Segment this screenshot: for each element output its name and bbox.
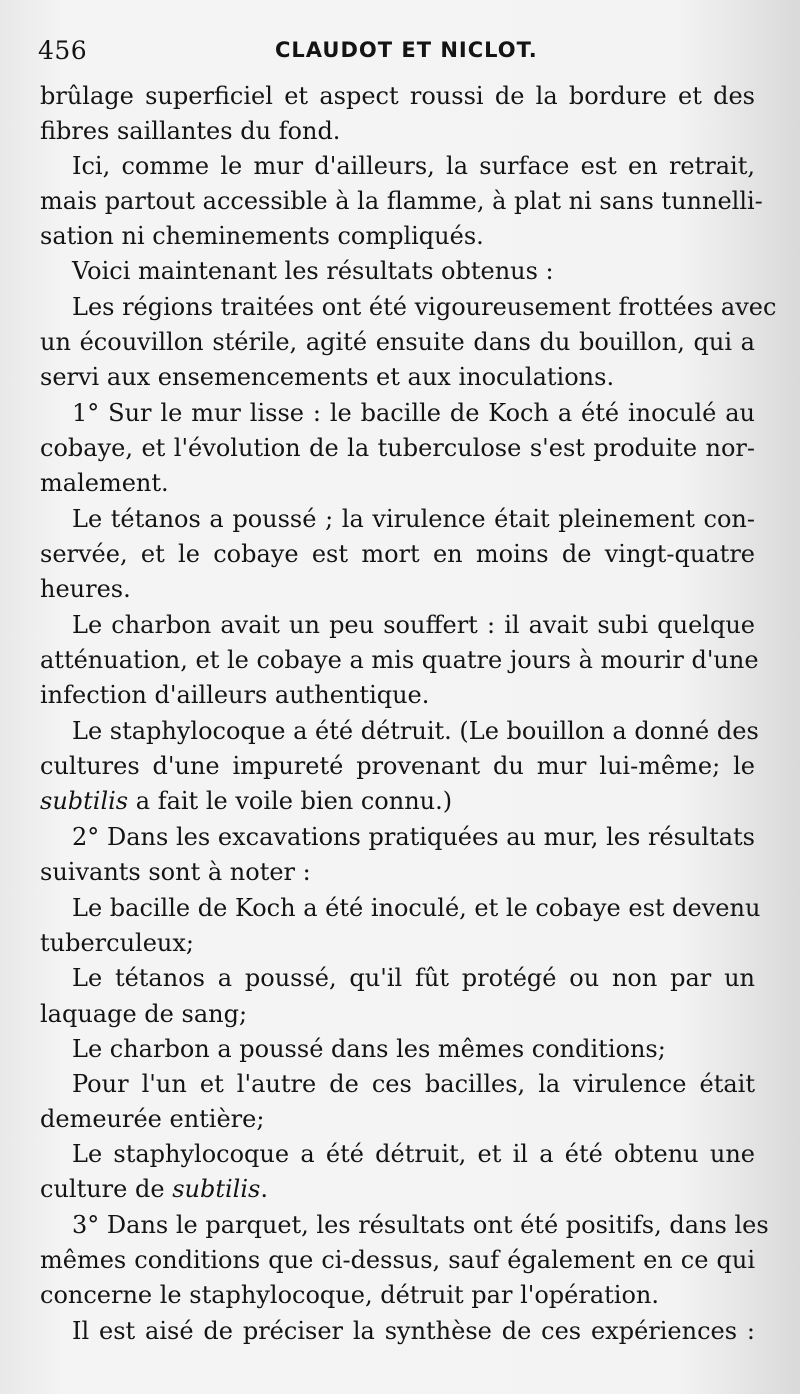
text-line: un écouvillon stérile, agité ensuite dans du bouillon, qui a xyxy=(40,328,755,356)
text-line: Ici, comme le mur d'ailleurs, la surface est en retrait, xyxy=(72,152,755,180)
text-line: Il est aisé de préciser la synthèse de ces expériences : xyxy=(72,1317,755,1345)
text-line: 2° Dans les excavations pratiquées au mur, les résultats xyxy=(72,823,755,851)
running-title: CLAUDOT ET NICLOT. xyxy=(275,38,538,62)
text-line: Le charbon avait un peu souffert : il avait subi quelque xyxy=(72,611,755,639)
text-line: 3° Dans le parquet, les résultats ont été positifs, dans les xyxy=(72,1211,769,1239)
text-line: subtilis a fait le voile bien connu.) xyxy=(40,787,453,815)
text-line: demeurée entière; xyxy=(40,1105,265,1133)
text-line: servi aux ensemencements et aux inoculations. xyxy=(40,363,615,391)
text-line: suivants sont à noter : xyxy=(40,858,311,886)
text-line: laquage de sang; xyxy=(40,1000,248,1028)
text-line: fibres saillantes du fond. xyxy=(40,117,341,145)
text-line: malement. xyxy=(40,469,169,497)
text-line: Le staphylocoque a été détruit. (Le bouillon a donné des xyxy=(72,717,759,745)
text-line: cultures d'une impureté provenant du mur lui-même; le xyxy=(40,752,755,780)
page-number: 456 xyxy=(38,36,88,65)
text-line: sation ni cheminements compliqués. xyxy=(40,222,484,250)
text-line: infection d'ailleurs authentique. xyxy=(40,681,430,709)
text-line: servée, et le cobaye est mort en moins de vingt-quatre xyxy=(40,540,755,568)
text-line: mêmes conditions que ci-dessus, sauf également en ce qui xyxy=(40,1246,755,1274)
text-line: brûlage superficiel et aspect roussi de la bordure et des xyxy=(40,82,755,110)
text-line: Le charbon a poussé dans les mêmes conditions; xyxy=(72,1035,666,1063)
text-line: Pour l'un et l'autre de ces bacilles, la virulence était xyxy=(72,1070,755,1098)
page-header xyxy=(0,32,800,72)
text-line: Les régions traitées ont été vigoureusement frottées avec xyxy=(72,293,777,321)
text-line: Le tétanos a poussé, qu'il fût protégé ou non par un xyxy=(72,964,755,992)
text-line: Le bacille de Koch a été inoculé, et le cobaye est devenu xyxy=(72,894,761,922)
text-line: mais partout accessible à la flamme, à plat ni sans tunnelli- xyxy=(40,187,763,215)
text-line: Voici maintenant les résultats obtenus : xyxy=(72,257,554,285)
text-line: 1° Sur le mur lisse : le bacille de Koch a été inoculé au xyxy=(72,399,755,427)
text-line: heures. xyxy=(40,575,131,603)
text-line: Le staphylocoque a été détruit, et il a été obtenu une xyxy=(72,1140,755,1168)
text-line: concerne le staphylocoque, détruit par l'opération. xyxy=(40,1281,659,1309)
text-line: culture de subtilis. xyxy=(40,1175,268,1203)
text-line: tuberculeux; xyxy=(40,929,194,957)
text-line: atténuation, et le cobaye a mis quatre jours à mourir d'une xyxy=(40,646,759,674)
text-line: Le tétanos a poussé ; la virulence était pleinement con- xyxy=(72,505,755,533)
text-line: cobaye, et l'évolution de la tuberculose s'est produite nor- xyxy=(40,434,755,462)
